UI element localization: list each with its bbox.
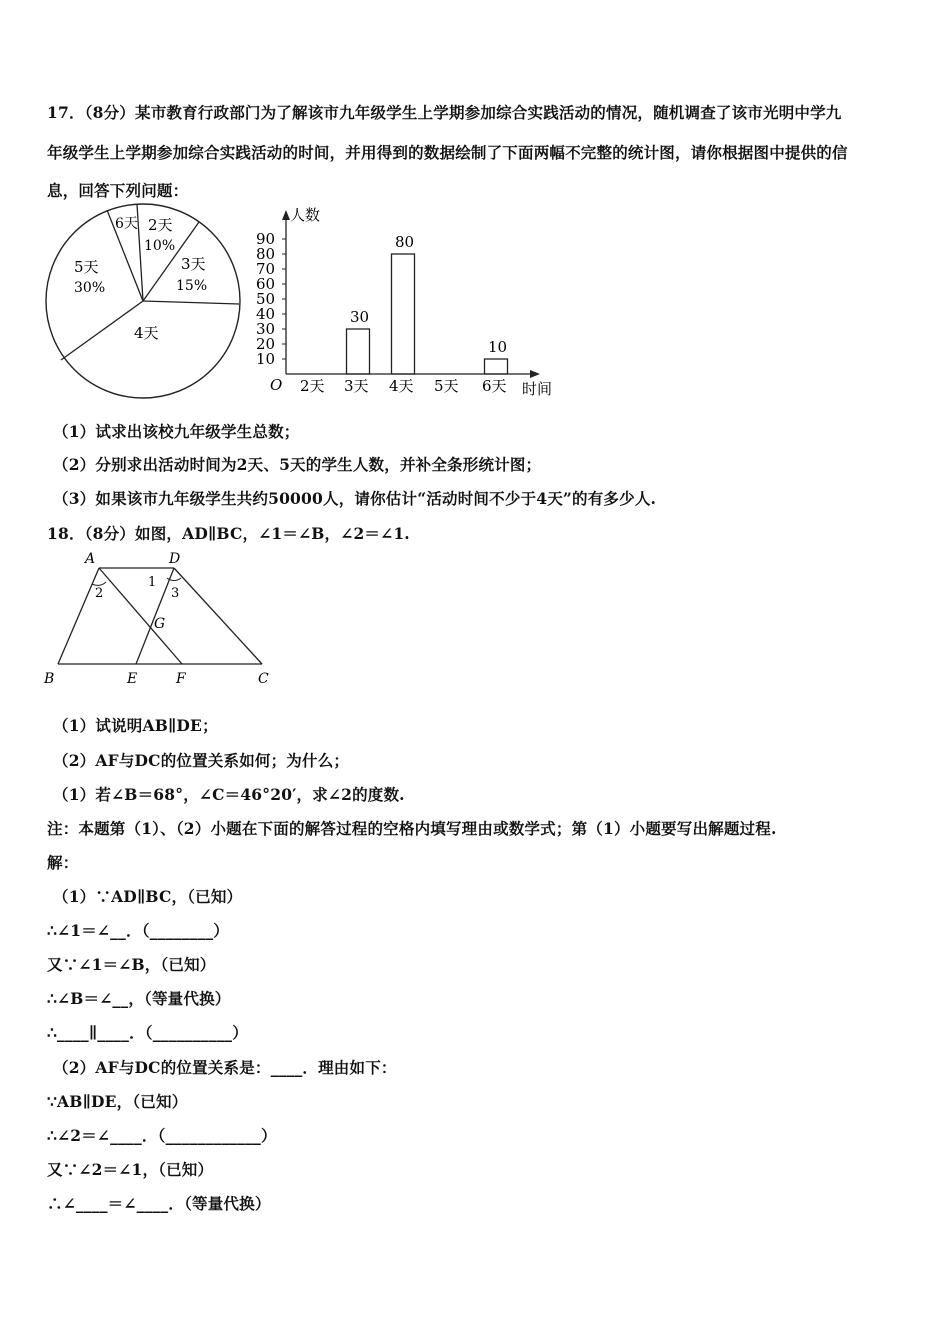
y-tick-label: 10 <box>256 350 276 368</box>
pie-label-4: 4天 <box>134 324 159 342</box>
bar-chart <box>256 206 552 398</box>
bar-value-label: 80 <box>395 233 415 251</box>
q18-title: 18．（8分）如图，AD∥BC，∠1＝∠B，∠2＝∠1. <box>47 524 410 543</box>
y-tick-label: 60 <box>256 275 276 293</box>
bar-value-label: 10 <box>488 338 508 356</box>
solution-step-6: （2）AF与DC的位置关系是：____．理由如下： <box>53 1058 397 1077</box>
x-tick-label: 2天 <box>300 377 325 395</box>
q17-sub-1: （1）试求出该校九年级学生总数； <box>53 422 300 441</box>
q17-sub-2: （2）分别求出活动时间为2天、5天的学生人数，并补全条形统计图； <box>53 455 542 474</box>
y-axis-arrow <box>282 210 290 220</box>
segment-AF <box>99 568 182 664</box>
y-tick-label: 40 <box>256 305 276 323</box>
point-C: C <box>258 671 269 687</box>
pie-pct-3: 15% <box>176 278 208 294</box>
q17-figures <box>40 200 580 410</box>
segment-AB <box>58 568 99 664</box>
x-tick-label: 6天 <box>482 377 507 395</box>
solution-step-5: ∴____∥____．（__________） <box>47 1023 248 1042</box>
q18-solve: 解： <box>47 853 79 872</box>
point-A: A <box>85 551 96 567</box>
x-axis-arrow <box>530 370 540 378</box>
bar-6天 <box>485 359 508 374</box>
y-tick-label: 70 <box>256 260 276 278</box>
x-ticks <box>300 377 507 395</box>
y-tick-label: 50 <box>256 290 276 308</box>
y-axis-label: 人数 <box>290 206 321 224</box>
q17-charts-svg <box>40 200 580 410</box>
y-tick-label: 80 <box>256 245 276 263</box>
x-tick-label: 4天 <box>389 377 414 395</box>
pie-pct-2: 10% <box>144 238 176 254</box>
x-tick-label: 5天 <box>434 377 459 395</box>
q18-figure <box>40 546 280 692</box>
q18-sub-1: （1）试说明AB∥DE； <box>53 716 218 735</box>
point-D: D <box>169 551 181 567</box>
angle-label-3: 3 <box>171 586 180 601</box>
y-tick-label: 20 <box>256 335 276 353</box>
q18-sub-2: （2）AF与DC的位置关系如何；为什么； <box>53 751 350 770</box>
angle-label-1: 1 <box>148 575 157 590</box>
solution-step-10: ∴∠____＝∠____．（等量代换） <box>47 1194 271 1213</box>
solution-step-9: 又∵∠2＝∠1，（已知） <box>47 1160 214 1179</box>
q17-line-1: 17．（8分）某市教育行政部门为了解该市九年级学生上学期参加综合实践活动的情况，随机调查了该市光明中学九 <box>47 103 842 122</box>
pie-pct-5: 30% <box>74 280 106 296</box>
origin-label: O <box>270 376 283 394</box>
pie-label-3: 3天 <box>181 255 206 273</box>
pie-divider-3-4 <box>143 301 239 304</box>
point-F: F <box>176 671 186 687</box>
bar-3天 <box>347 329 370 374</box>
solution-step-3: 又∵∠1＝∠B，（已知） <box>47 955 216 974</box>
y-ticks <box>256 230 286 368</box>
solution-step-8: ∴∠2＝∠____．（____________） <box>47 1126 277 1145</box>
q18-note: 注：本题第（1）、（2）小题在下面的解答过程的空格内填写理由或数学式；第（1）小题要写出解题过程. <box>47 819 777 838</box>
y-tick-label: 30 <box>256 320 276 338</box>
q18-sub-3: （1）若∠B＝68°，∠C＝46°20′，求∠2的度数. <box>53 785 405 804</box>
segment-DC <box>174 568 262 664</box>
q17-sub-3: （3）如果该市九年级学生共约50000人，请你估计“活动时间不少于4天”的有多少人. <box>53 489 657 508</box>
angle-2-arc <box>92 582 106 585</box>
point-G: G <box>154 616 166 632</box>
angle-label-2: 2 <box>95 586 104 601</box>
solution-step-2: ∴∠1＝∠__．（________） <box>47 921 229 940</box>
point-E: E <box>127 671 138 687</box>
q17-line-3: 息，回答下列问题： <box>47 181 189 200</box>
x-axis-label: 时间 <box>522 380 553 398</box>
solution-step-1: （1）∵AD∥BC，（已知） <box>53 887 243 906</box>
x-tick-label: 3天 <box>344 377 369 395</box>
pie-divider-4-5 <box>61 301 143 360</box>
pie-label-5: 5天 <box>74 258 99 276</box>
q17-line-2: 年级学生上学期参加综合实践活动的时间，并用得到的数据绘制了下面两幅不完整的统计图，请你根据图中提供的信 <box>47 143 848 162</box>
q18-geometry-svg <box>40 546 280 692</box>
bars <box>347 233 508 374</box>
solution-step-7: ∵AB∥DE，（已知） <box>47 1092 188 1111</box>
bar-value-label: 30 <box>350 308 370 326</box>
point-B: B <box>44 671 55 687</box>
pie-label-2: 2天 <box>148 216 173 234</box>
bar-4天 <box>392 254 415 374</box>
y-tick-label: 90 <box>256 230 276 248</box>
pie-chart <box>46 204 240 398</box>
solution-step-4: ∴∠B＝∠__，（等量代换） <box>47 989 231 1008</box>
pie-label-6: 6天 <box>115 216 138 232</box>
